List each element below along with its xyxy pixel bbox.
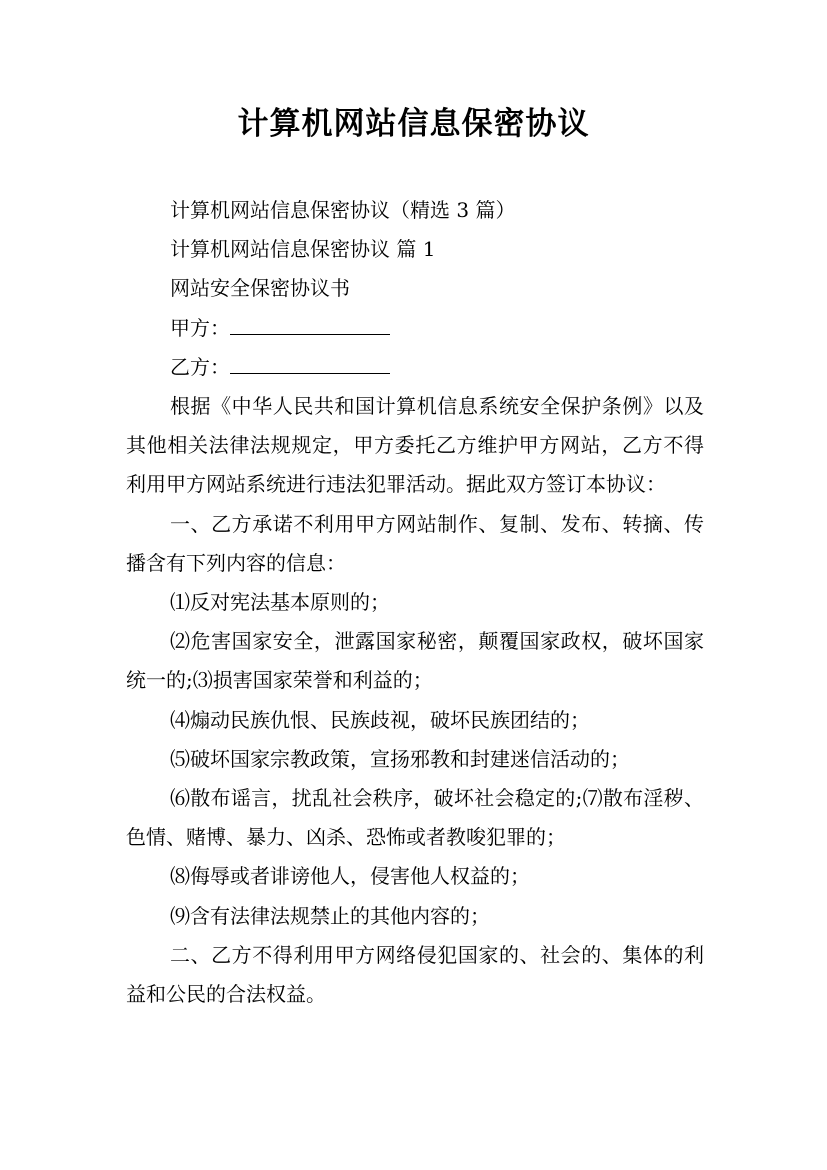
preamble-paragraph: 根据《中华人民共和国计算机信息系统安全保护条例》以及其他相关法律法规规定，甲方委托乙方维护甲方网站，乙方不得利用甲方网站系统进行违法犯罪活动。据此双方签订本协议： bbox=[126, 394, 704, 497]
agreement-heading: 网站安全保密协议书 bbox=[170, 276, 350, 301]
party-a-label: 甲方： bbox=[170, 315, 230, 340]
clause-two: 二、乙方不得利用甲方网络侵犯国家的、社会的、集体的利益和公民的合法权益。 bbox=[126, 942, 704, 1007]
subtitle-collection: 计算机网站信息保密协议（精选 3 篇） bbox=[170, 198, 516, 222]
clause-item-5: ⑸破坏国家宗教政策，宣扬邪教和封建迷信活动的； bbox=[170, 746, 630, 771]
clause-item-8: ⑻侮辱或者诽谤他人，侵害他人权益的； bbox=[170, 864, 530, 889]
clause-item-4: ⑷煽动民族仇恨、民族歧视，破坏民族团结的； bbox=[170, 707, 590, 732]
clause-one: 一、乙方承诺不利用甲方网站制作、复制、发布、转摘、传播含有下列内容的信息： bbox=[126, 511, 704, 575]
clause-item-1: ⑴反对宪法基本原则的； bbox=[170, 590, 390, 615]
clause-item-9: ⑼含有法律法规禁止的其他内容的； bbox=[170, 903, 490, 928]
party-b-blank bbox=[230, 349, 390, 374]
clause-item-2-3: ⑵危害国家安全，泄露国家秘密，颠覆国家政权，破坏国家统一的;⑶损害国家荣誉和利益的； bbox=[126, 629, 704, 693]
party-a-line bbox=[126, 309, 704, 348]
clause-item-6-7: ⑹散布谣言，扰乱社会秩序，破坏社会稳定的;⑺散布淫秽、色情、赌博、暴力、凶杀、恐怖或者教唆犯罪的； bbox=[126, 786, 704, 850]
party-b-line bbox=[126, 348, 704, 387]
party-b-label: 乙方： bbox=[170, 354, 230, 379]
subtitle-article: 计算机网站信息保密协议 篇 1 bbox=[170, 237, 436, 262]
document-body bbox=[126, 191, 704, 1014]
document-title: 计算机网站信息保密协议 bbox=[237, 106, 590, 142]
party-a-blank bbox=[230, 310, 390, 335]
